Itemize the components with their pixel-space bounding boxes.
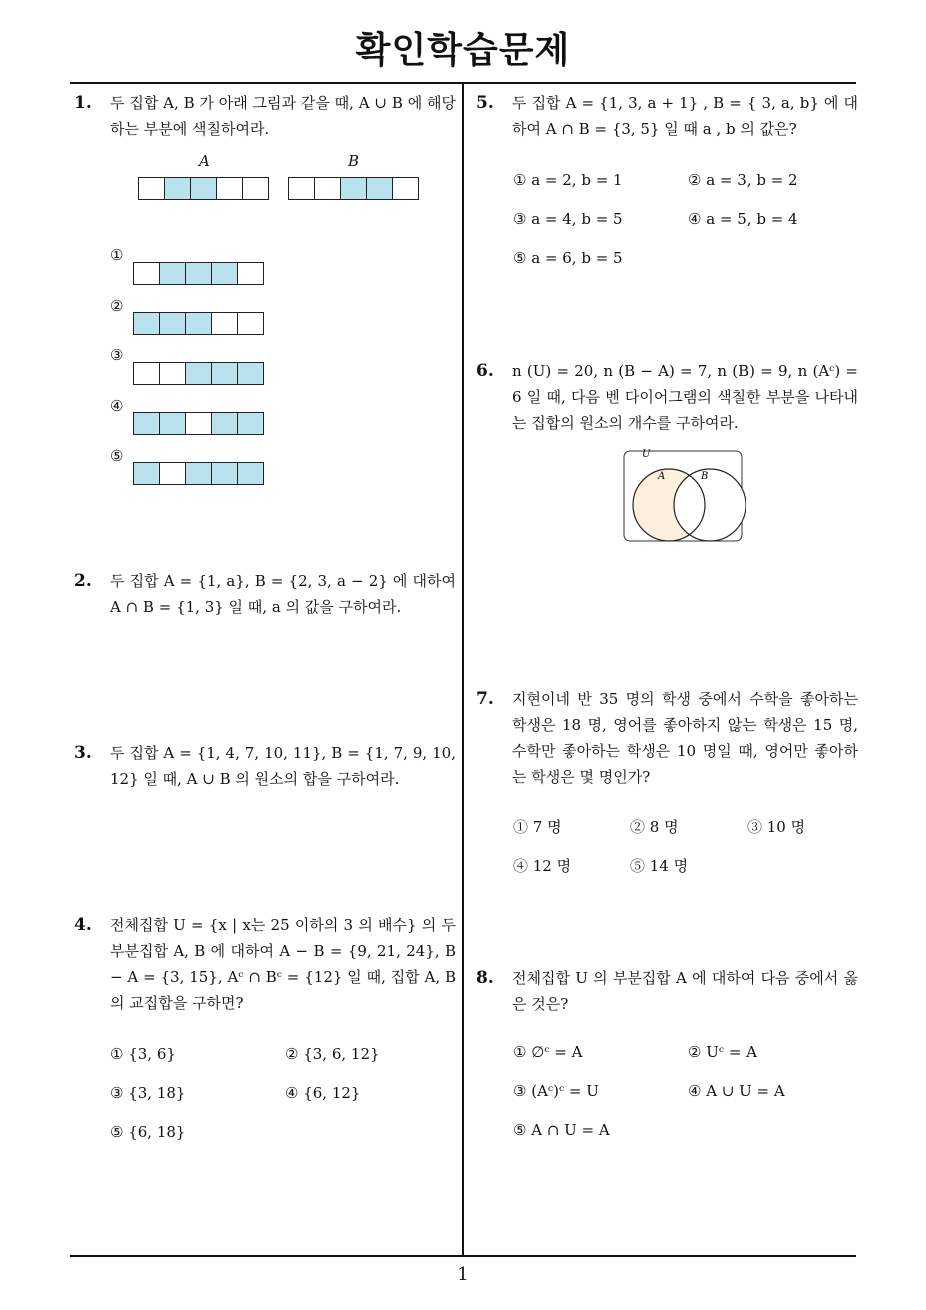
page-title: 확인학습문제 — [355, 30, 571, 71]
q8-option-5[interactable]: ⑤ A ∩ U = A — [513, 1121, 610, 1139]
shaded-cell — [133, 412, 160, 435]
page-number: 1 — [457, 1264, 469, 1285]
question-text: 두 집합 A = {1, 4, 7, 10, 11}, B = {1, 7, 9, 10, 12} 일 때, A ∪ B 의 원소의 합을 구하여라. — [110, 744, 456, 788]
q4-option-2[interactable]: ② {3, 6, 12} — [285, 1045, 380, 1063]
question-number: 2. — [74, 571, 92, 591]
empty-cell — [133, 262, 160, 285]
q5-option-5[interactable]: ⑤ a = 6, b = 5 — [513, 249, 623, 267]
option-1-strip[interactable] — [134, 262, 264, 285]
shaded-cell — [190, 177, 217, 200]
q5-option-1[interactable]: ① a = 2, b = 1 — [513, 171, 623, 189]
shaded-cell — [185, 462, 212, 485]
question-number: 5. — [476, 93, 494, 113]
question-2 — [74, 568, 456, 620]
option-4-mark: ④ — [110, 397, 124, 415]
q8-option-4[interactable]: ④ A ∪ U = A — [688, 1082, 785, 1100]
empty-cell — [237, 262, 264, 285]
q4-option-1[interactable]: ① {3, 6} — [110, 1045, 176, 1063]
empty-cell — [242, 177, 269, 200]
q8-option-1[interactable]: ① ∅ᶜ = A — [513, 1043, 583, 1061]
question-text: n (U) = 20, n (B − A) = 7, n (B) = 9, n (Aᶜ) = 6 일 때, 다음 벤 다이어그램의 색칠한 부분을 나타내는 집합의 원소의 개수를 구하여라. — [512, 362, 858, 432]
option-1-mark: ① — [110, 246, 124, 264]
question-number: 8. — [476, 968, 494, 988]
option-5-mark: ⑤ — [110, 447, 124, 465]
empty-cell — [159, 362, 186, 385]
question-number: 6. — [476, 361, 494, 381]
empty-cell — [159, 462, 186, 485]
empty-cell — [314, 177, 341, 200]
shaded-cell — [340, 177, 367, 200]
option-3-mark: ③ — [110, 346, 124, 364]
question-text: 지현이네 반 35 명의 학생 중에서 수학을 좋아하는 학생은 18 명, 영어를 좋아하지 않는 학생은 15 명, 수학만 좋아하는 학생은 10 명일 때, 영어만 좋아하는 학생은 몇 명인가? — [512, 690, 858, 786]
empty-cell — [288, 177, 315, 200]
question-number: 3. — [74, 743, 92, 763]
shaded-cell — [211, 262, 238, 285]
shaded-cell — [185, 262, 212, 285]
option-2-mark: ② — [110, 297, 124, 315]
shaded-cell — [185, 362, 212, 385]
shaded-cell — [211, 462, 238, 485]
empty-cell — [216, 177, 243, 200]
option-4-strip[interactable] — [134, 412, 264, 435]
q4-option-5[interactable]: ⑤ {6, 18} — [110, 1123, 186, 1141]
shaded-cell — [159, 262, 186, 285]
question-3 — [74, 740, 456, 792]
empty-cell — [185, 412, 212, 435]
question-text: 전체집합 U = {x | x는 25 이하의 3 의 배수} 의 두 부분집합 A, B 에 대하여 A − B = {9, 21, 24}, B − A = {3, 15}, Aᶜ ∩ Bᶜ = {12} 일 때, 집합 A, B 의 교집합을 구하면? — [110, 916, 456, 1012]
q4-option-4[interactable]: ④ {6, 12} — [285, 1084, 361, 1102]
shaded-cell — [237, 362, 264, 385]
shaded-cell — [211, 412, 238, 435]
question-number: 4. — [74, 915, 92, 935]
question-text: 두 집합 A = {1, a}, B = {2, 3, a − 2} 에 대하여 A ∩ B = {1, 3} 일 때, a 의 값을 구하여라. — [110, 572, 456, 616]
venn-b-label: B — [701, 471, 709, 482]
venn-a-label: A — [658, 471, 666, 482]
question-text: 전체집합 U 의 부분집합 A 에 대하여 다음 중에서 옳은 것은? — [512, 969, 858, 1013]
shaded-cell — [366, 177, 393, 200]
question-number: 7. — [476, 689, 494, 709]
shaded-cell — [159, 412, 186, 435]
question-6 — [476, 358, 858, 436]
empty-cell — [237, 312, 264, 335]
empty-cell — [138, 177, 165, 200]
q7-option-1[interactable]: ① 7 명 — [513, 818, 562, 836]
bottom-rule — [70, 1255, 856, 1257]
shaded-cell — [133, 312, 160, 335]
question-number: 1. — [74, 93, 92, 113]
column-divider — [462, 84, 464, 1257]
shaded-cell — [159, 312, 186, 335]
shaded-cell — [211, 362, 238, 385]
shaded-cell — [237, 412, 264, 435]
empty-cell — [392, 177, 419, 200]
shaded-cell — [164, 177, 191, 200]
venn-u-label: U — [642, 449, 651, 460]
set-b-strip — [289, 177, 419, 200]
q8-option-2[interactable]: ② Uᶜ = A — [688, 1043, 757, 1061]
empty-cell — [211, 312, 238, 335]
q4-option-3[interactable]: ③ {3, 18} — [110, 1084, 186, 1102]
shaded-cell — [133, 462, 160, 485]
question-7 — [476, 686, 858, 790]
option-3-strip[interactable] — [134, 362, 264, 385]
q5-option-4[interactable]: ④ a = 5, b = 4 — [688, 210, 798, 228]
question-text: 두 집합 A = {1, 3, a + 1} , B = { 3, a, b} 에 대하여 A ∩ B = {3, 5} 일 때 a , b 의 값은? — [512, 94, 858, 138]
venn-diagram — [620, 448, 746, 544]
empty-cell — [133, 362, 160, 385]
q7-option-3[interactable]: ③ 10 명 — [747, 818, 806, 836]
shaded-cell — [185, 312, 212, 335]
option-2-strip[interactable] — [134, 312, 264, 335]
q7-option-2[interactable]: ② 8 명 — [630, 818, 679, 836]
question-1 — [74, 90, 456, 142]
question-4 — [74, 912, 456, 1016]
set-b-label: B — [348, 152, 360, 170]
set-a-strip — [139, 177, 269, 200]
option-5-strip[interactable] — [134, 462, 264, 485]
q5-option-3[interactable]: ③ a = 4, b = 5 — [513, 210, 623, 228]
question-5 — [476, 90, 858, 142]
q5-option-2[interactable]: ② a = 3, b = 2 — [688, 171, 798, 189]
question-text: 두 집합 A, B 가 아래 그림과 같을 때, A ∪ B 에 해당하는 부분에 색칠하여라. — [110, 94, 456, 138]
set-a-label: A — [199, 152, 210, 170]
question-8 — [476, 965, 858, 1017]
shaded-cell — [237, 462, 264, 485]
q7-option-4[interactable]: ④ 12 명 — [513, 857, 572, 875]
q7-option-5[interactable]: ⑤ 14 명 — [630, 857, 689, 875]
q8-option-3[interactable]: ③ (Aᶜ)ᶜ = U — [513, 1082, 599, 1100]
